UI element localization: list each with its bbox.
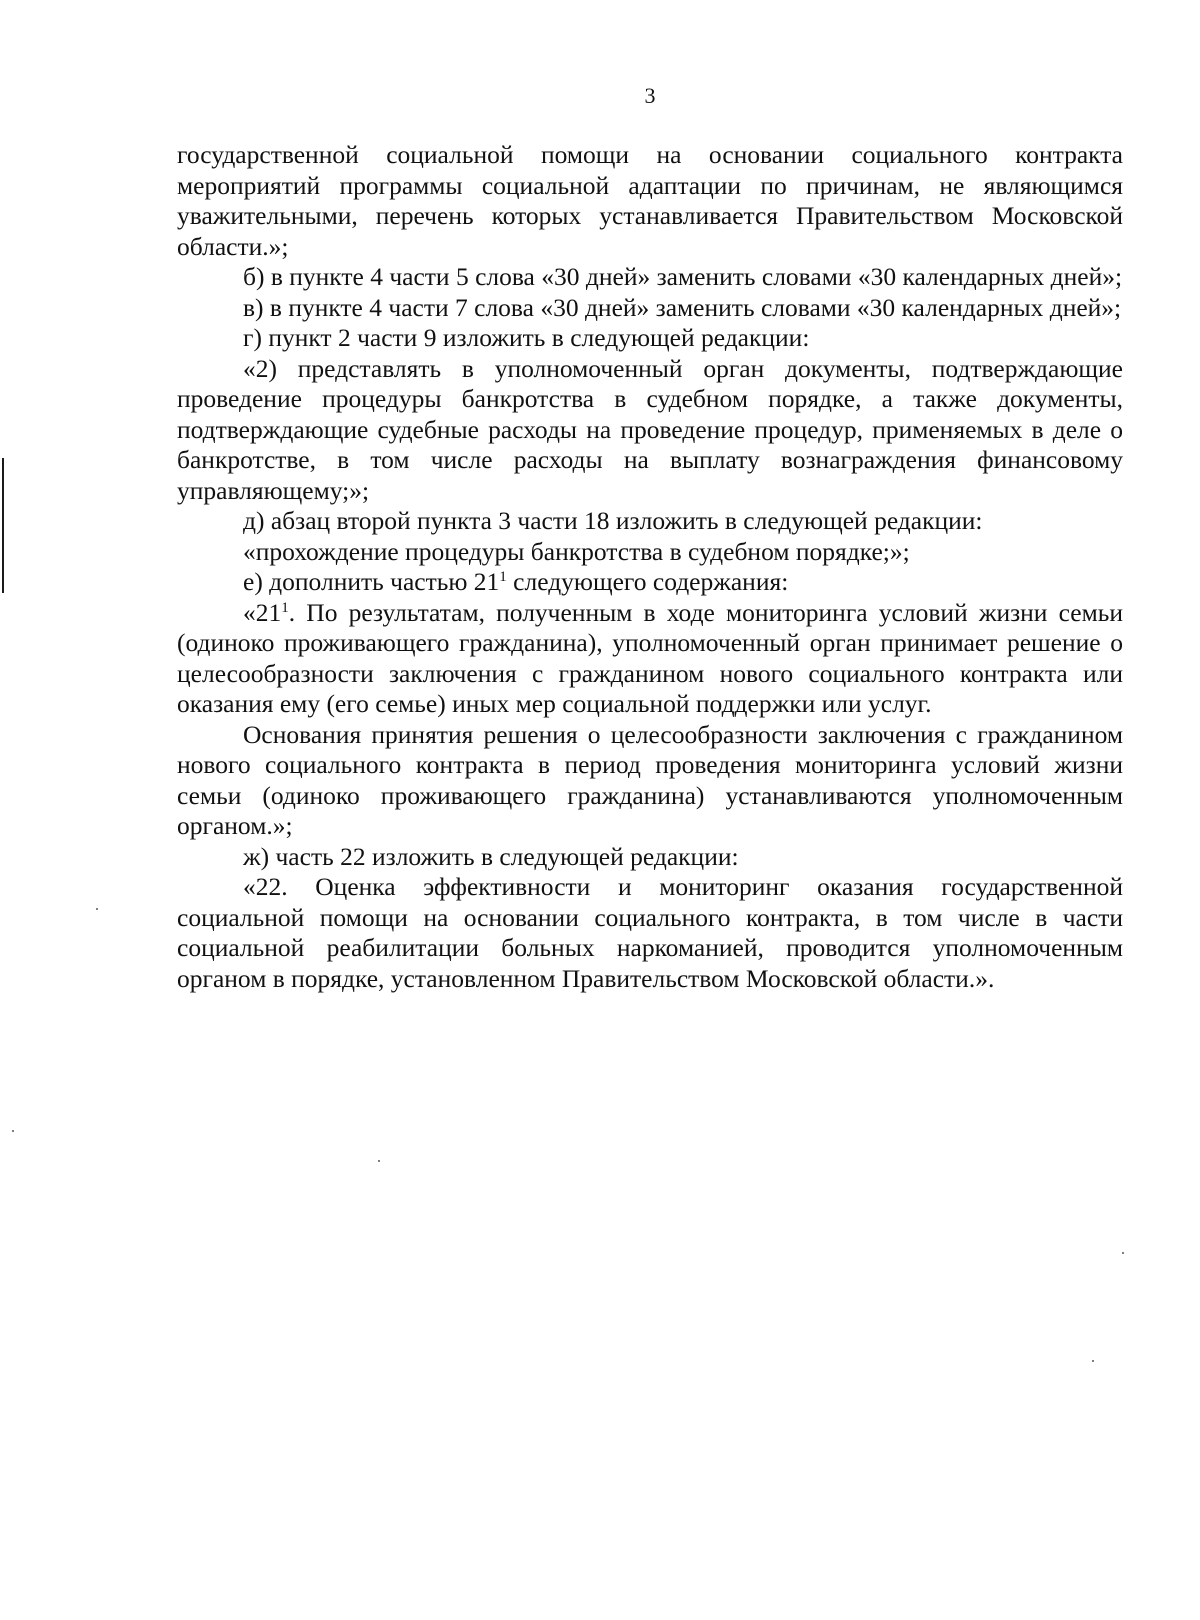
paragraph-item-b: б) в пункте 4 части 5 слова «30 дней» заменить словами «30 календарных дней»; bbox=[243, 262, 1123, 291]
paragraph-continuation: государственной социальной помощи на основании социального контракта мероприятий программы социальной адаптации по причинам, не являющимся уважительными, перечень которых устанавливается Правительством Московской области.»; bbox=[177, 140, 1123, 261]
paragraph-item-d: д) абзац второй пункта 3 части 18 изложить в следующей редакции: bbox=[243, 506, 983, 535]
superscript: 1 bbox=[281, 599, 289, 616]
scan-speck bbox=[12, 1130, 14, 1132]
paragraph-grounds: Основания принятия решения о целесообразности заключения с гражданином нового социального контракта в период проведения мониторинга условий жизни семьи (одиноко проживающего гражданина) устанавливаются уполномоченным органом.»; bbox=[177, 719, 1123, 840]
scan-speck bbox=[378, 1160, 380, 1162]
paragraph-item-g: г) пункт 2 части 9 изложить в следующей редакции: bbox=[243, 323, 810, 352]
superscript: 1 bbox=[499, 569, 507, 585]
paragraph-item-zh: ж) часть 22 изложить в следующей редакции: bbox=[243, 841, 739, 871]
document-body bbox=[177, 140, 1123, 994]
paragraph-quote-2: «2) представлять в уполномоченный орган документы, подтверждающие проведение процедуры банкротства в судебном порядке, а также документы, подтверждающие судебные расходы на проведение процедур, применяемых в деле о банкротстве, в том числе расходы на выплату вознаграждения финансовому управляющему;»; bbox=[177, 353, 1123, 505]
paragraph-quote-bankruptcy: «прохождение процедуры банкротства в судебном порядке;»; bbox=[243, 536, 910, 566]
page-number: 3 bbox=[644, 83, 656, 108]
paragraph-quote-21-1 bbox=[177, 598, 1123, 720]
paragraph-item-e-text: е) дополнить частью 21 bbox=[243, 567, 500, 596]
paragraph-item-e-text-end: следующего содержания: bbox=[506, 567, 789, 596]
paragraph-item-e bbox=[177, 567, 1123, 598]
paragraph-item-v: в) в пункте 4 части 7 слова «30 дней» заменить словами «30 календарных дней»; bbox=[243, 292, 1122, 322]
scan-speck bbox=[96, 908, 98, 910]
paragraph-quote-21-1-start: «21 bbox=[243, 597, 282, 627]
paragraph-quote-21-1-text: . По результатам, полученным в ходе мониторинга условий жизни семьи (одиноко проживающего гражданина), уполномоченный орган принимает решение о целесообразности заключения с гражданином нового социального контракта или оказания ему (его семье) иных мер социальной поддержки или услуг. bbox=[177, 597, 1123, 718]
paragraph-quote-22: «22. Оценка эффективности и мониторинг оказания государственной социальной помощи на основании социального контракта, в том числе в части социальной реабилитации больных наркоманией, проводится уполномоченным органом в порядке, установленном Правительством Московской области.». bbox=[177, 872, 1123, 993]
scan-speck bbox=[1092, 1360, 1094, 1362]
scan-edge-mark bbox=[2, 458, 4, 593]
scan-speck bbox=[1122, 1252, 1124, 1254]
